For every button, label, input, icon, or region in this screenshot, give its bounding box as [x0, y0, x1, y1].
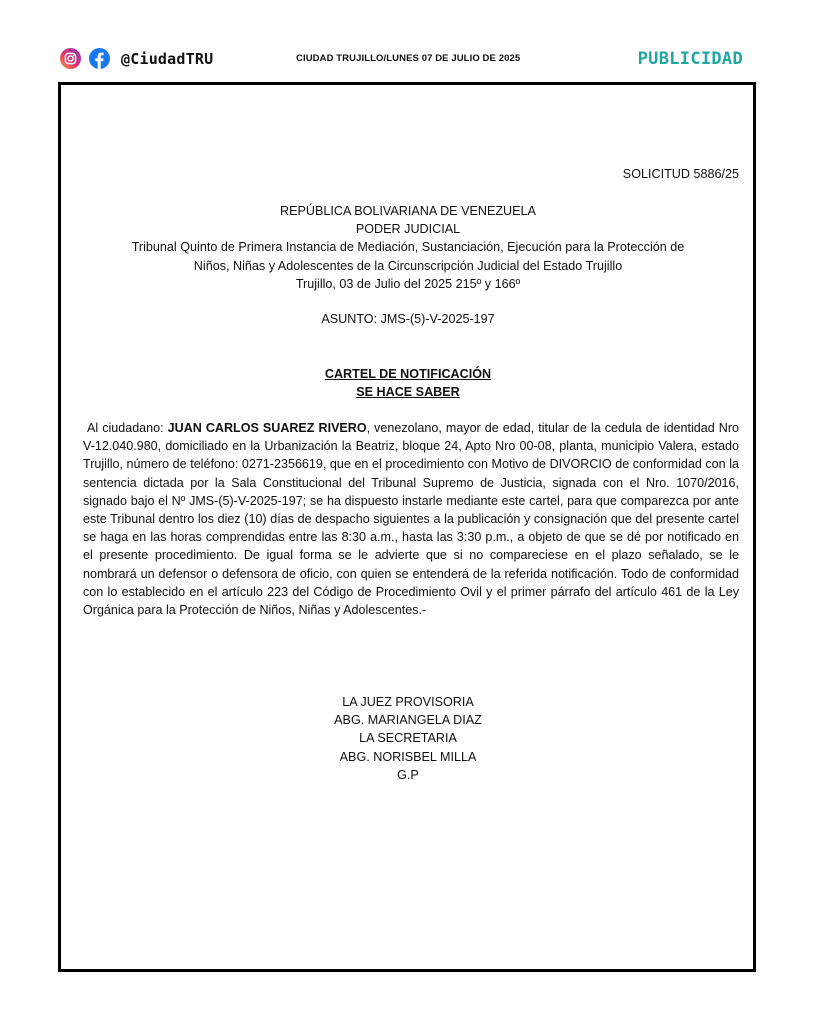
- citizen-name: JUAN CARLOS SUAREZ RIVERO: [167, 421, 367, 435]
- notice-title: [83, 365, 733, 401]
- signature-line-judge-title: LA JUEZ PROVISORIA: [342, 695, 474, 709]
- instagram-icon[interactable]: [60, 48, 81, 69]
- social-handle[interactable]: @CiudadTRU: [121, 49, 214, 68]
- signature-line-judge-name: ABG. MARIANGELA DIAZ: [334, 713, 482, 728]
- case-subject: ASUNTO: JMS-(5)-V-2025-197: [321, 312, 495, 326]
- solicitud-number: SOLICITUD 5886/25: [622, 167, 739, 181]
- facebook-icon[interactable]: [89, 48, 110, 69]
- notice-body: [83, 419, 739, 619]
- body-intro: Al ciudadano:: [87, 421, 168, 435]
- notice-title-line-2: SE HACE SABER: [356, 385, 460, 400]
- heading-line-court-2: Niños, Niñas y Adolescentes de la Circunscripción Judicial del Estado Trujillo: [193, 258, 623, 273]
- signature-line-secretary-title: LA SECRETARIA: [359, 731, 457, 746]
- notice-document: [83, 85, 739, 969]
- signature-line-initials: G.P: [397, 767, 419, 782]
- heading-line-country: REPÚBLICA BOLIVARIANA DE VENEZUELA: [280, 204, 536, 218]
- court-heading: [83, 202, 733, 293]
- section-label: PUBLICIDAD: [637, 49, 743, 69]
- body-rest: , venezolano, mayor de edad, titular de la cedula de identidad Nro V-12.040.980, domiciliado en la Urbanización la Beatriz, bloque 24, Apto Nro 00-08, planta, municipio Valera, estado Trujillo, número de teléfono: 0271-2356619, que en el procedimiento con Motivo de DIVORCIO de conformidad con la sentencia dictada por la Sala Constitucional del Tribunal Supremo de Justicia, signada con el Nro. 1070/2016, signado bajo el Nº JMS-(5)-V-2025-197; se ha dispuesto instarle mediante este cartel, para que comparezca por ante este Tribunal dentro los diez (10) días de despacho siguientes a la publicación y consignación que del presente cartel se haga en las horas comprendidas entre las 8:30 a.m., hasta las 3:30 p.m., a objeto de que se dé por notificado en el presente procedimiento. De igual forma se le advierte que si no compareciese en el plazo señalado, se le nombrará un defensor o defensora de oficio, con quien se entenderá de la referida notificación. Todo de conformidad con lo establecido en el artículo 223 del Código de Procedimiento Ovil y el primer párrafo del artículo 461 de la Ley Orgánica para la Protección de Niños, Niñas y Adolescentes.-: [83, 421, 739, 618]
- heading-line-court-1: Tribunal Quinto de Primera Instancia de Mediación, Sustanciación, Ejecución para la Protección de: [131, 240, 685, 255]
- page-header: [0, 0, 819, 82]
- notice-title-line-1: CARTEL DE NOTIFICACIÓN: [324, 367, 492, 381]
- heading-line-power: PODER JUDICIAL: [355, 222, 461, 237]
- notice-frame: [58, 82, 756, 972]
- dateline: CIUDAD TRUJILLO/LUNES 07 DE JULIO DE 2025: [296, 53, 521, 64]
- signature-line-secretary-name: ABG. NORISBEL MILLA: [339, 749, 477, 764]
- social-block: [60, 48, 213, 69]
- heading-line-date: Trujillo, 03 de Julio del 2025 215º y 166º: [295, 276, 521, 291]
- signature-block: [83, 693, 733, 784]
